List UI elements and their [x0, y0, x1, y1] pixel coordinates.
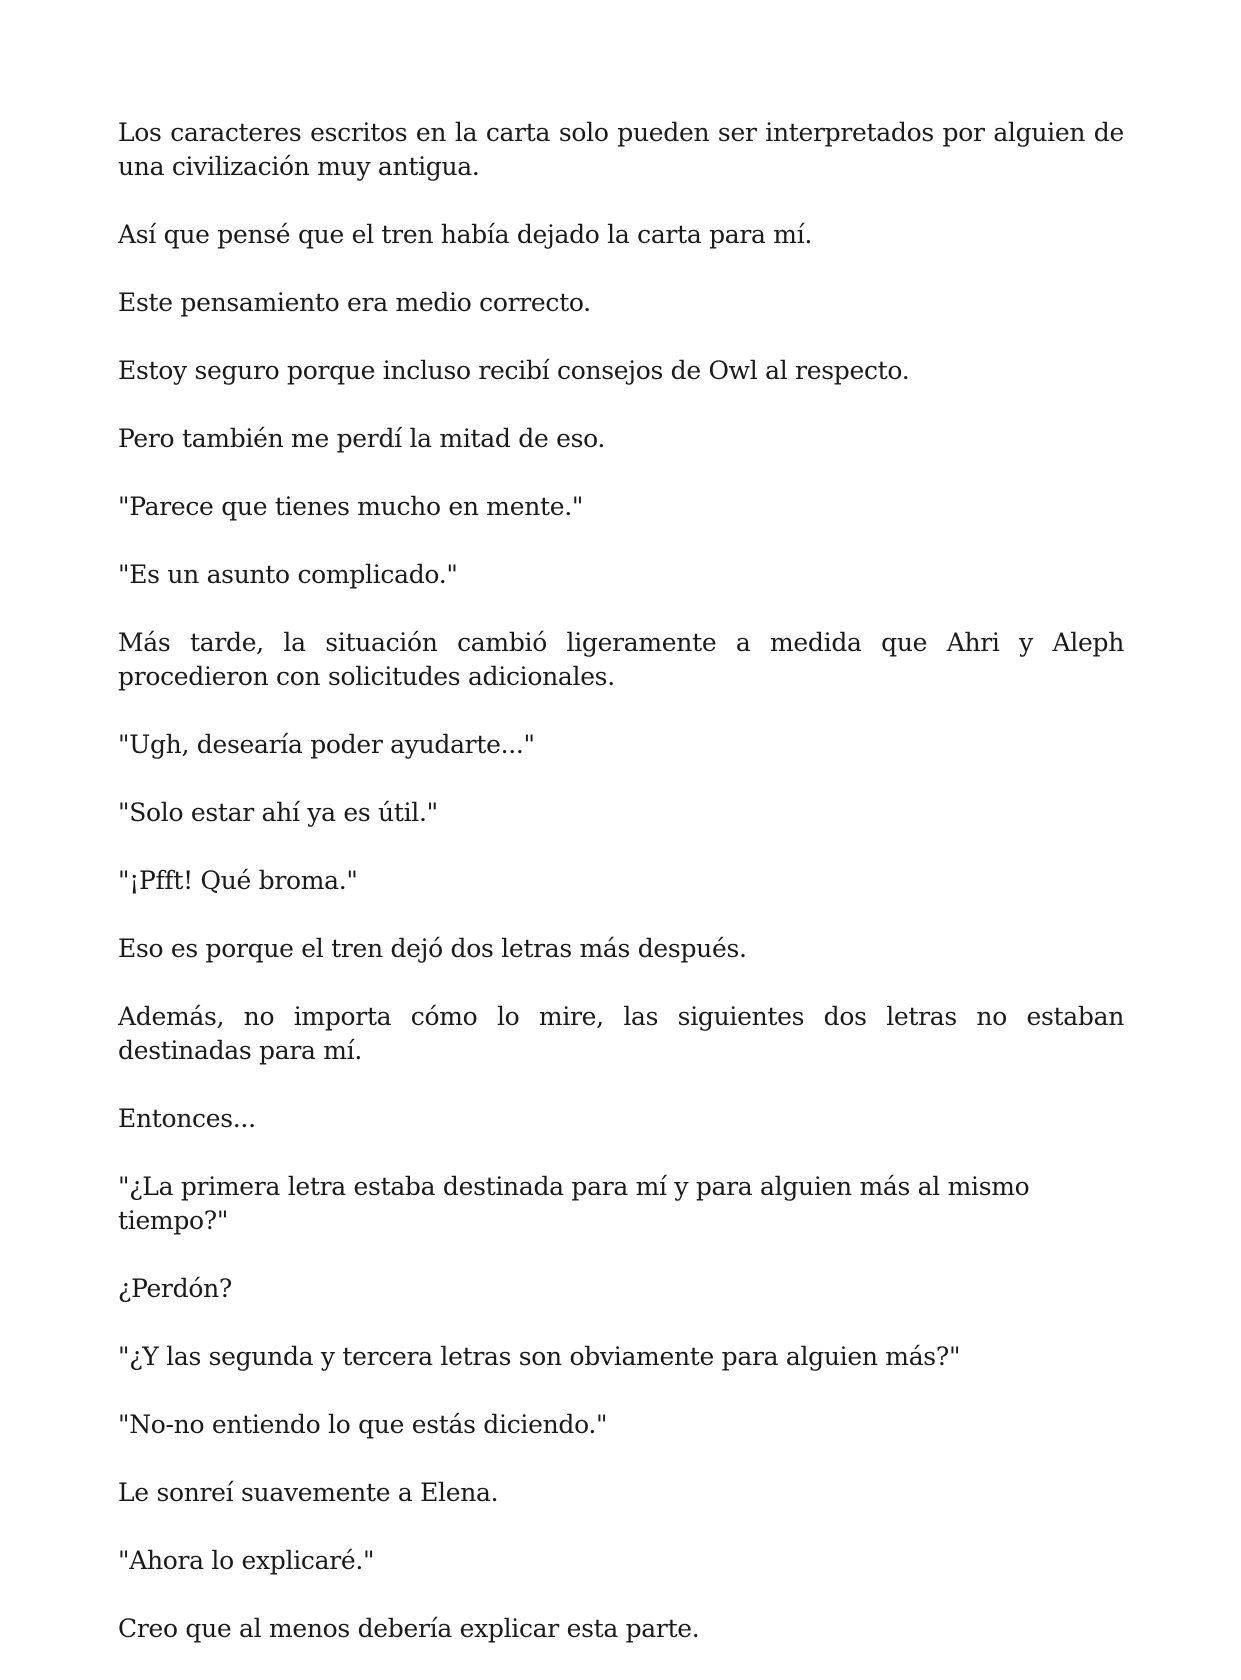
- paragraph: Este pensamiento era medio correcto.: [118, 288, 591, 317]
- paragraph: "Solo estar ahí ya es útil.": [118, 798, 438, 827]
- paragraph: Además, no importa cómo lo mire, las siguientes dos letras no estaban destinadas para mí.: [118, 1002, 1124, 1065]
- paragraph: "¿La primera letra estaba destinada para mí y para alguien más al mismo tiempo?": [118, 1172, 1030, 1235]
- paragraph: Creo que al menos debería explicar esta parte.: [118, 1614, 700, 1643]
- paragraph: "¡Pfft! Qué broma.": [118, 866, 358, 895]
- paragraph: Entonces...: [118, 1104, 256, 1133]
- paragraph: Más tarde, la situación cambió ligeramente a medida que Ahri y Aleph procedieron con solicitudes adicionales.: [118, 628, 1124, 691]
- paragraph: Pero también me perdí la mitad de eso.: [118, 424, 606, 453]
- paragraph: "Es un asunto complicado.": [118, 560, 458, 589]
- paragraph: Los caracteres escritos en la carta solo pueden ser interpretados por alguien de una civilización muy antigua.: [118, 118, 1124, 181]
- paragraph: "Parece que tienes mucho en mente.": [118, 492, 584, 521]
- document-page: [118, 116, 1124, 1680]
- paragraph: Eso es porque el tren dejó dos letras más después.: [118, 934, 747, 963]
- paragraph: "Ugh, desearía poder ayudarte...": [118, 730, 535, 759]
- paragraph: "Ahora lo explicaré.": [118, 1546, 375, 1575]
- paragraph: "¿Y las segunda y tercera letras son obviamente para alguien más?": [118, 1342, 961, 1371]
- paragraph: "No-no entiendo lo que estás diciendo.": [118, 1410, 608, 1439]
- paragraph: ¿Perdón?: [118, 1274, 233, 1303]
- paragraph: Así que pensé que el tren había dejado la carta para mí.: [118, 220, 813, 249]
- paragraph: Le sonreí suavemente a Elena.: [118, 1478, 499, 1507]
- paragraph: Estoy seguro porque incluso recibí consejos de Owl al respecto.: [118, 356, 910, 385]
